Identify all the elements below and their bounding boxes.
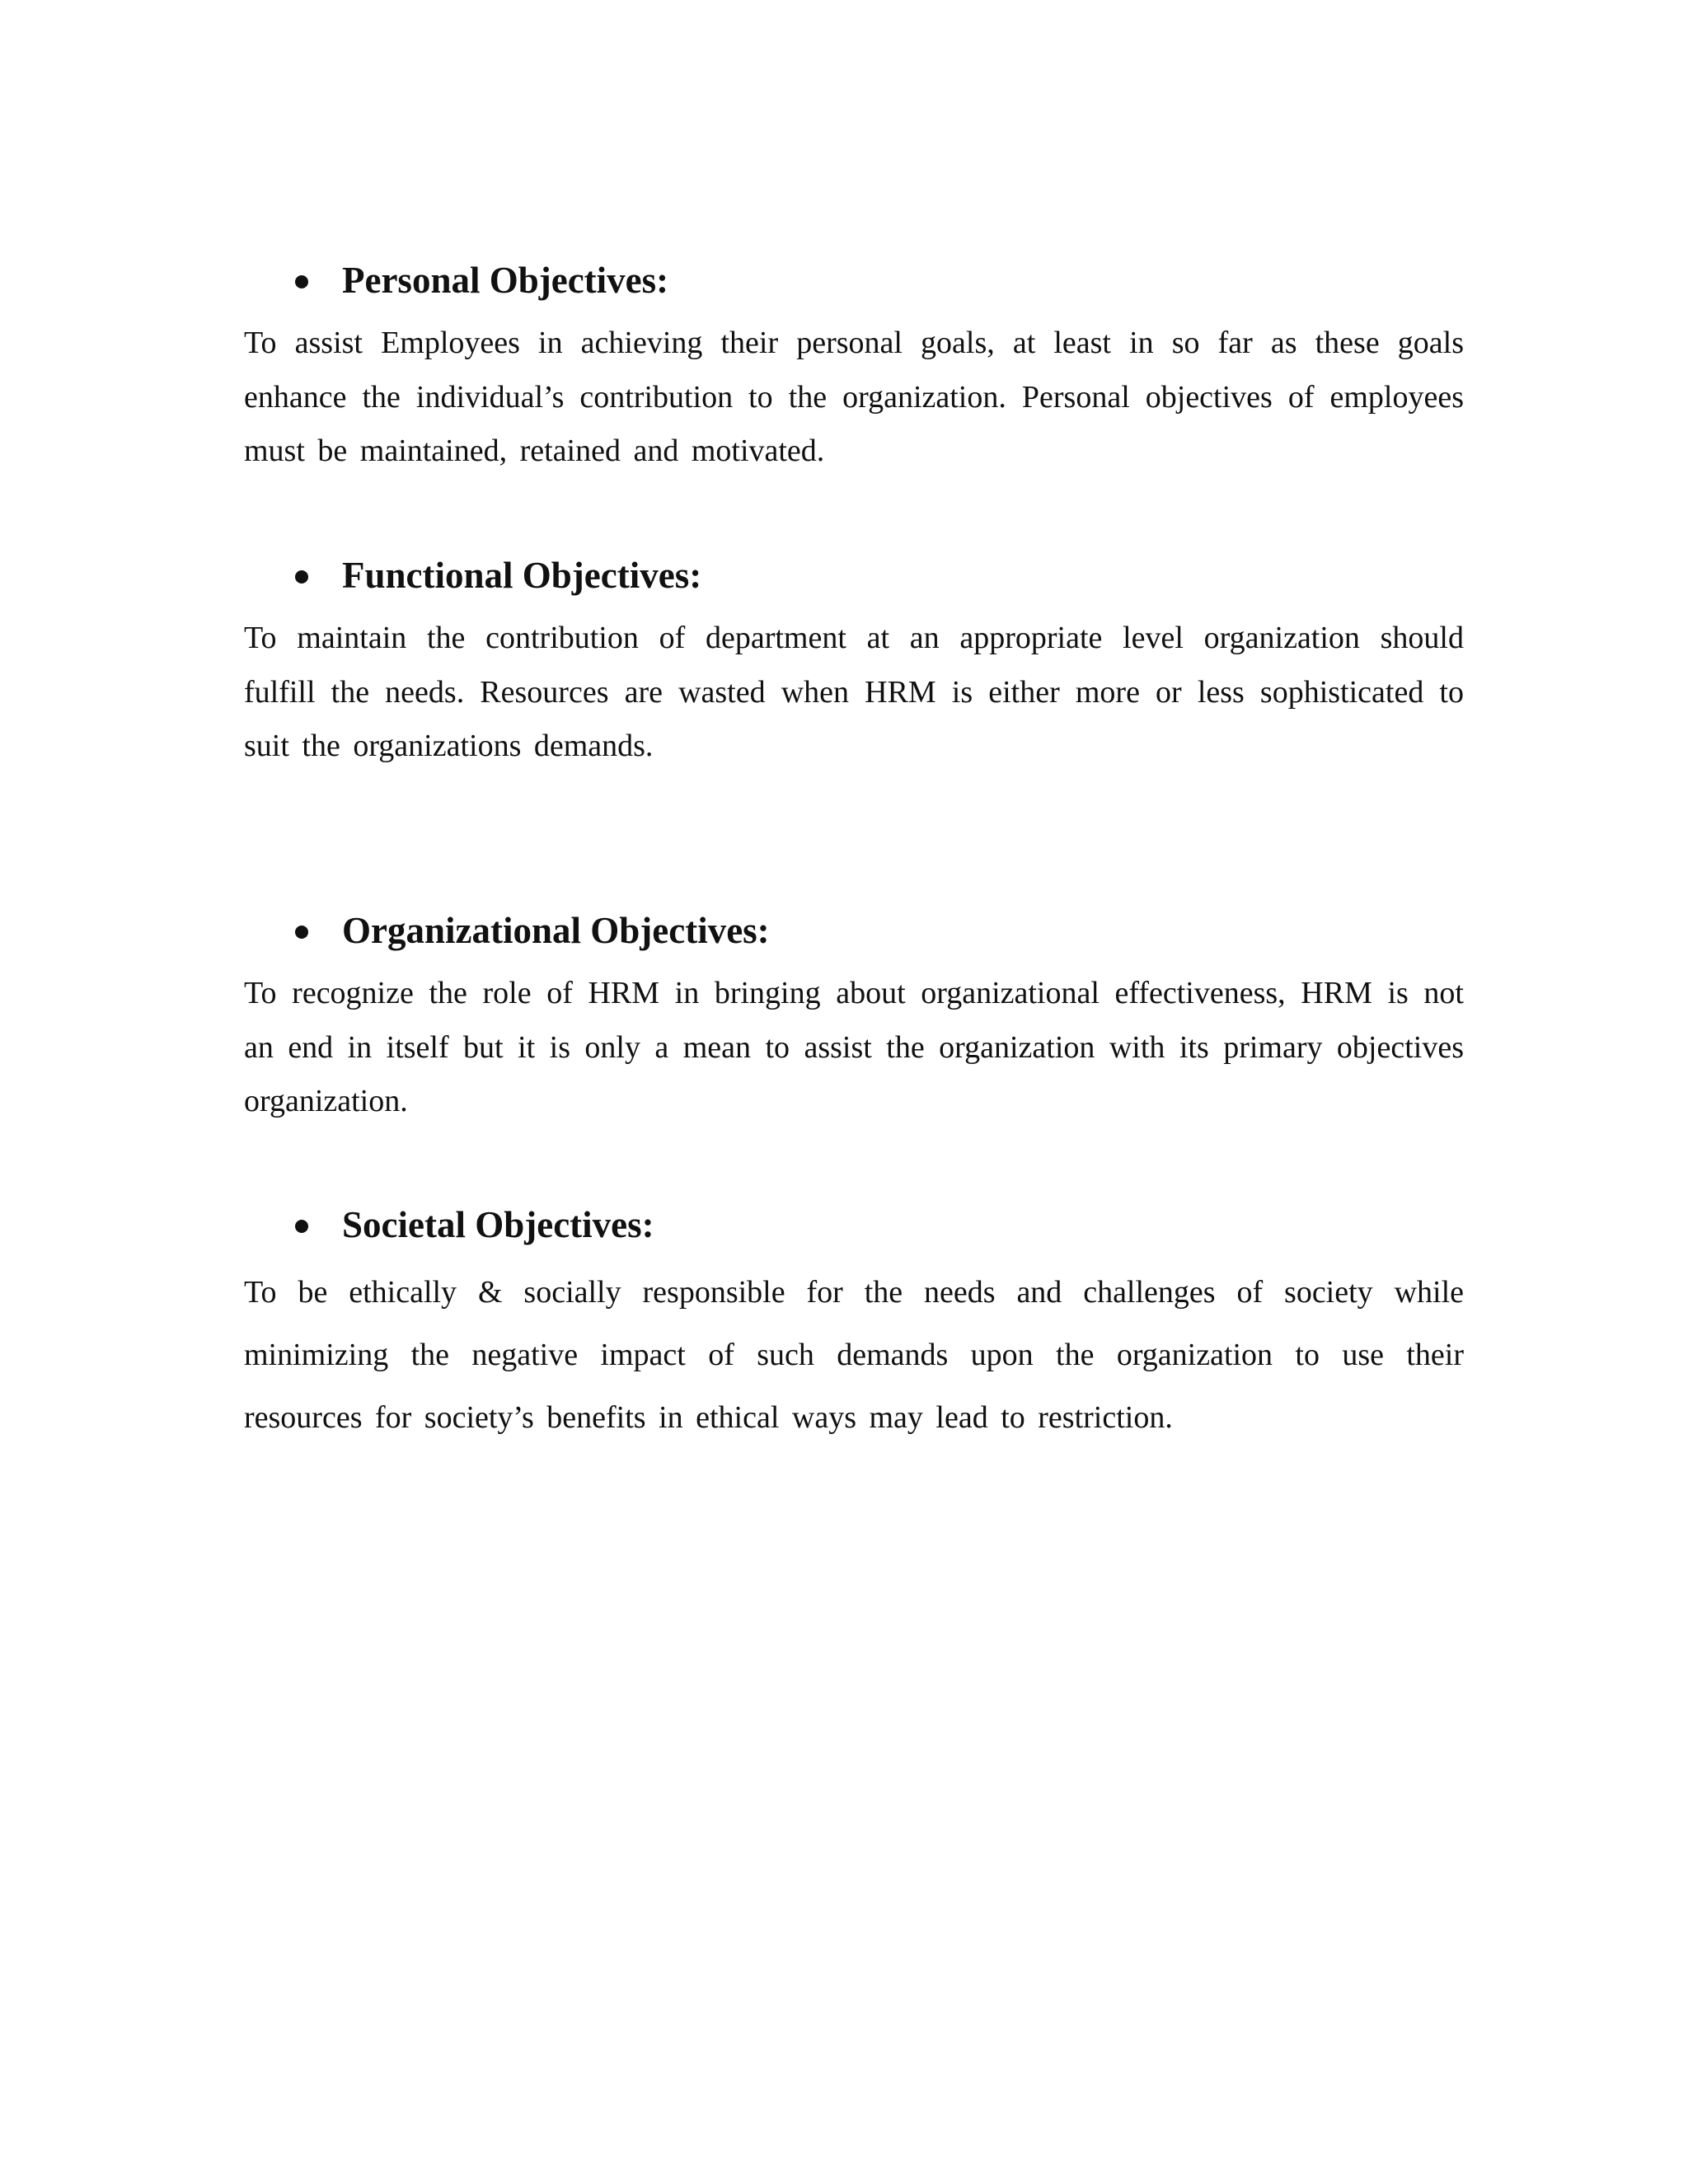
section-heading: [244, 252, 1464, 312]
section-heading: [244, 1197, 1464, 1256]
heading-text: Societal Objectives:: [342, 1204, 654, 1245]
section-heading: [244, 547, 1464, 607]
section-societal-objectives: [244, 1197, 1464, 1449]
heading-text: Organizational Objectives:: [342, 910, 770, 951]
section-body: To recognize the role of HRM in bringing about organizational effectiveness, HRM is not an end in itself but it is only a mean to assist the organization with its primary objectives organization.: [244, 976, 1464, 1118]
bullet-icon: [295, 570, 308, 583]
section-body: To maintain the contribution of department at an appropriate level organization should fulfill the needs. Resources are wasted when HRM is either more or less sophisticated to suit the organizations demands.: [244, 621, 1464, 763]
section-organizational-objectives: [244, 902, 1464, 1129]
section-body: To assist Employees in achieving their personal goals, at least in so far as these goals enhance the individual’s contribution to the organization. Personal objectives of employees must be maintained, retained and motivated.: [244, 326, 1464, 468]
bullet-icon: [295, 1220, 308, 1233]
section-functional-objectives: [244, 547, 1464, 774]
section-heading: [244, 902, 1464, 962]
bullet-icon: [295, 926, 308, 939]
section-personal-objectives: [244, 252, 1464, 479]
section-body: To be ethically & socially responsible for the needs and challenges of society while minimizing the negative impact of such demands upon the organization to use their resources for society’s benefits in ethical ways may lead to restriction.: [244, 1275, 1464, 1435]
heading-text: Personal Objectives:: [342, 260, 669, 301]
heading-text: Functional Objectives:: [342, 555, 702, 596]
bullet-icon: [295, 275, 308, 288]
